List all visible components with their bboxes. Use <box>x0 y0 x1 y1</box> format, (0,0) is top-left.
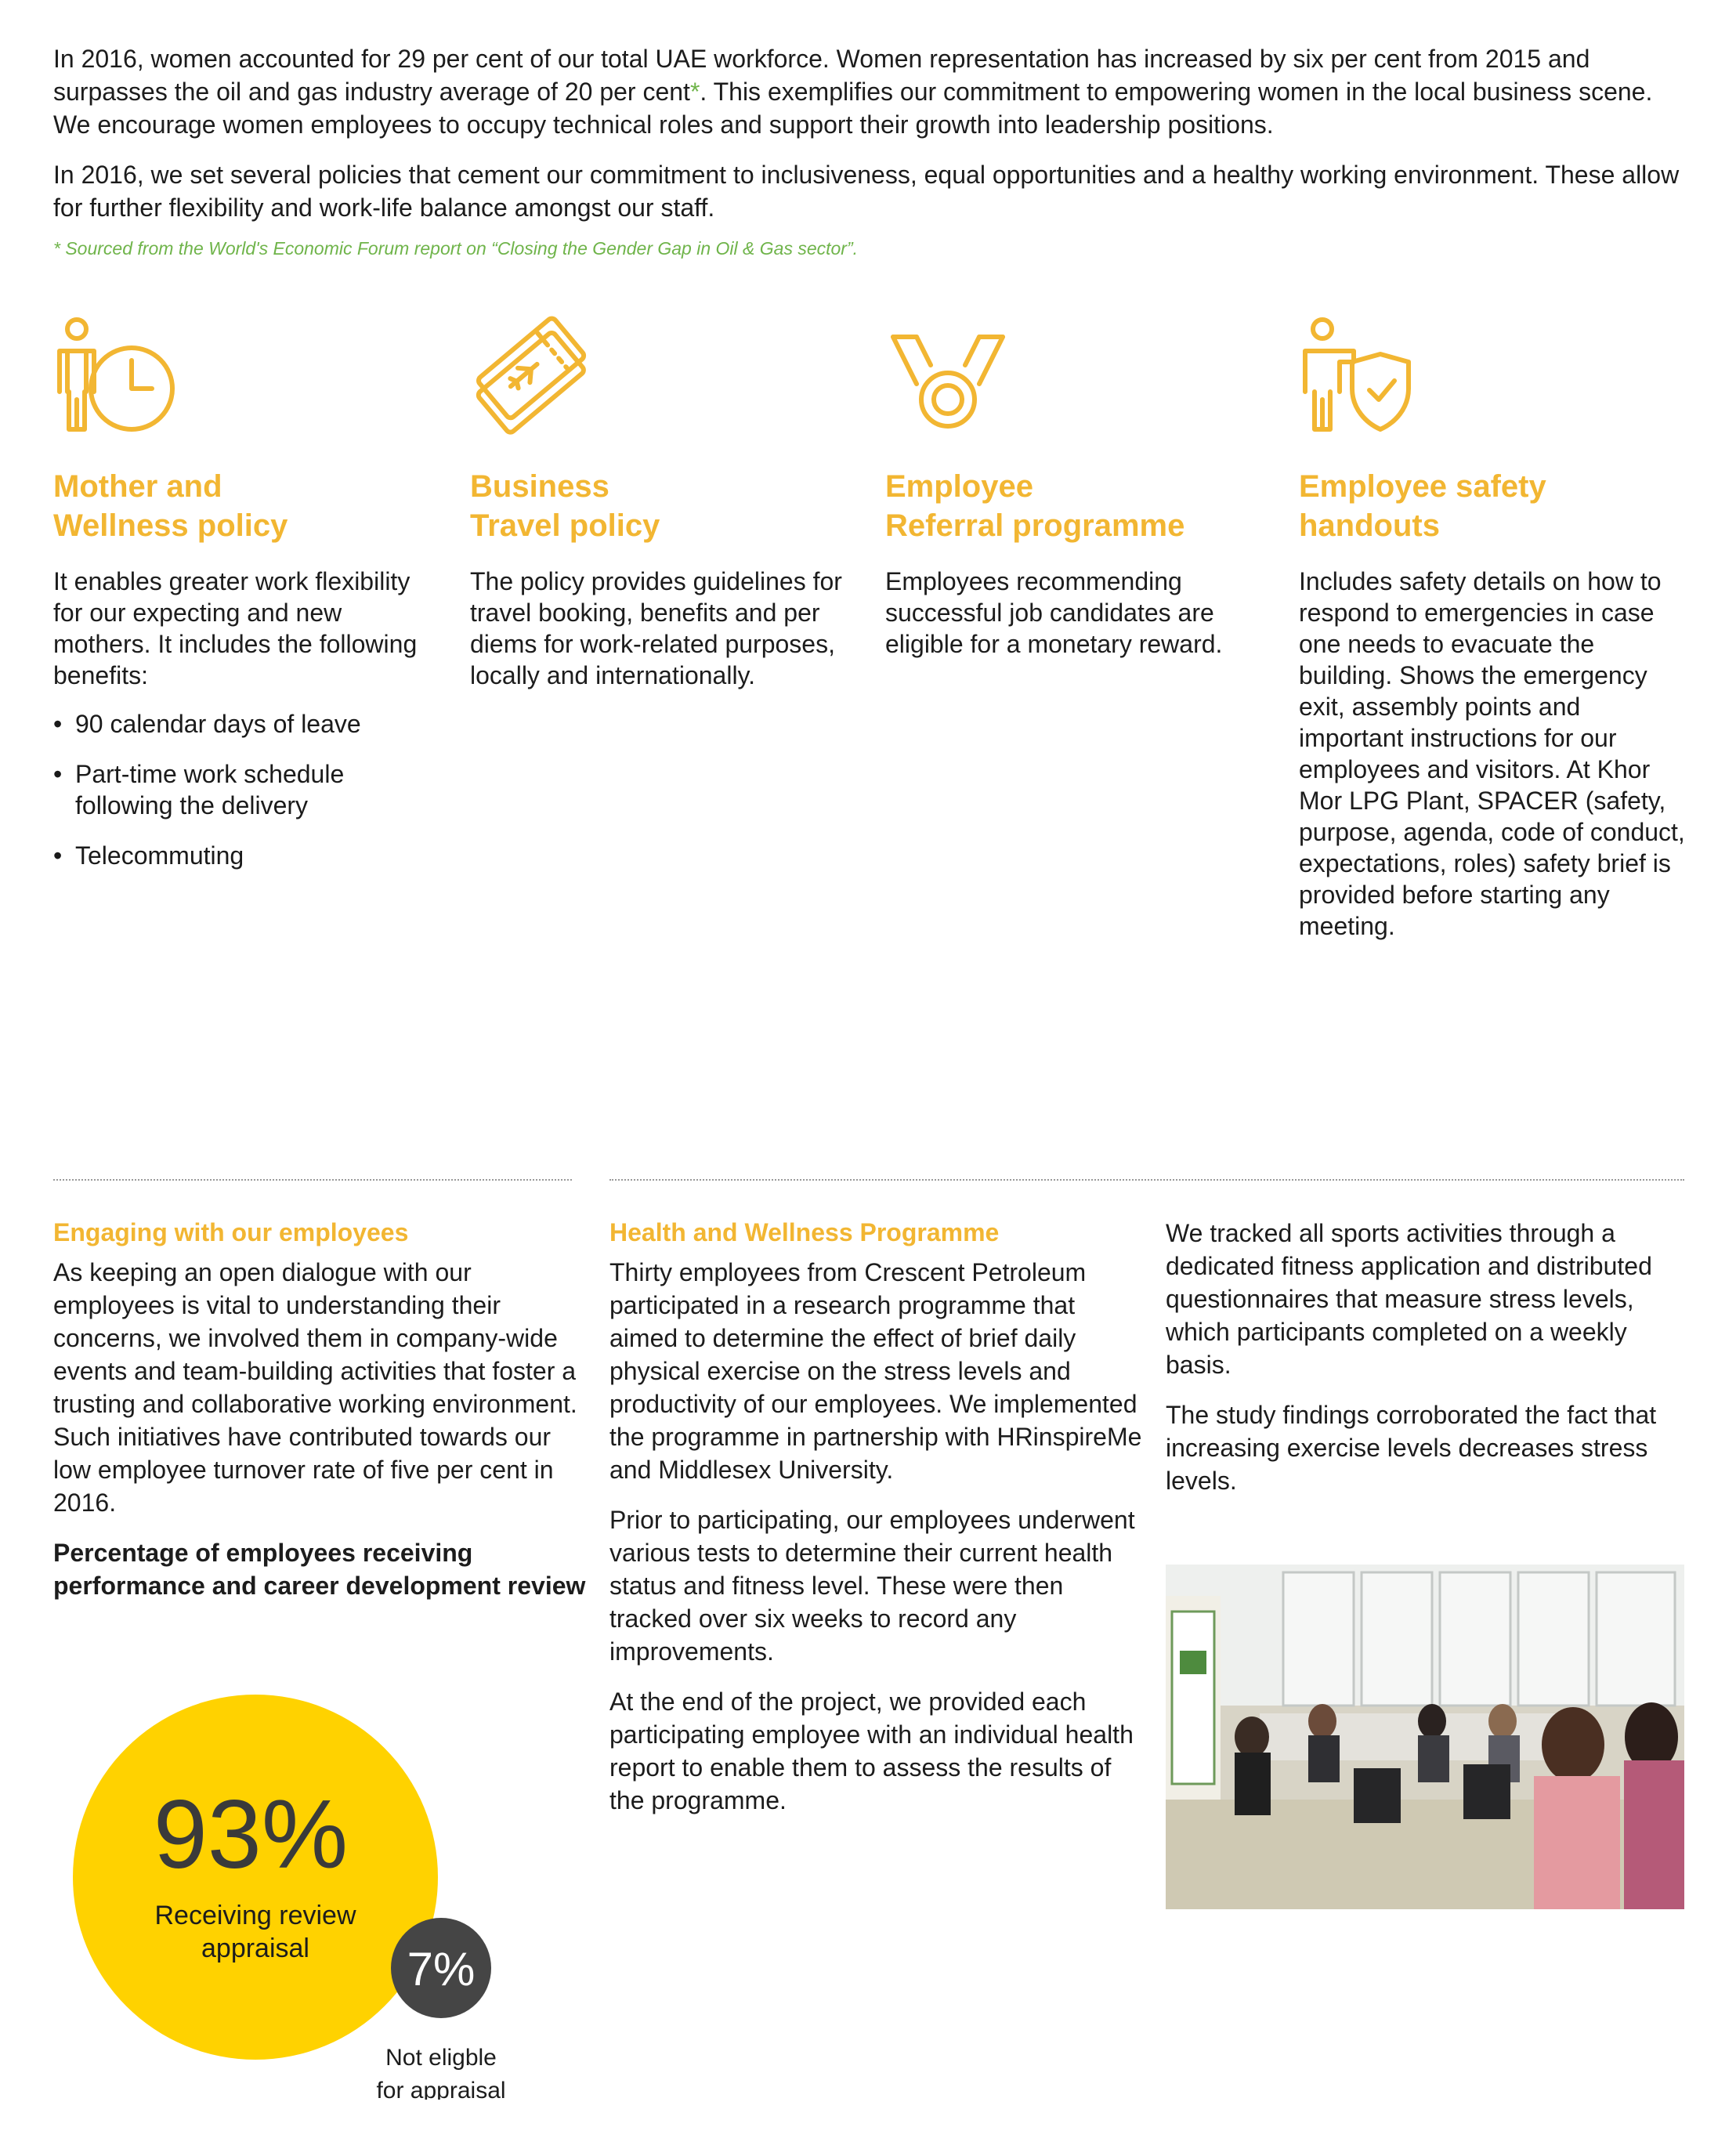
policy-mother-wellness <box>53 313 437 890</box>
health-paragraph-2: Prior to participating, our employees underwent various tests to determine their current health status and fitness level. These were then tracked over six weeks to record any improvements. <box>609 1506 1135 1666</box>
meeting-room-photo <box>1166 1565 1684 1909</box>
health-paragraph-1: Thirty employees from Crescent Petroleum participated in a research programme that aimed to determine the effect of brief daily physical exercise on the stress levels and productivity of our employees. We implemented the programme in partnership with HRinspireMe and Middlesex University. <box>609 1258 1142 1484</box>
policy-title-line-2: Travel policy <box>470 508 660 543</box>
policy-title-line-1: Employee safety <box>1299 469 1546 504</box>
policy-title <box>1299 467 1686 545</box>
engaging-paragraph: As keeping an open dialogue with our employees is vital to understanding their concerns, we involved them in company-wide events and team-building activities that foster a trusting and collaborative working environment. Such initiatives have contributed towards our low employee turnover rate of five per cent in 2016. <box>53 1258 577 1517</box>
policy-title-line-1: Mother and <box>53 469 222 504</box>
policy-employee-referral <box>885 313 1277 660</box>
policy-description: Includes safety details on how to respond to emergencies in case one needs to evacuate the building. Shows the emergency exit, assembly points and important instructions for our employees and visitors. At Khor Mor LPG Plant, SPACER (safety, purpose, agenda, code of conduct, expectations, roles) safety brief is provided before starting any meeting. <box>1299 567 1685 940</box>
policy-title <box>470 467 862 545</box>
policy-title-line-1: Employee <box>885 469 1033 504</box>
policy-business-travel <box>470 313 862 691</box>
policy-title-line-2: Wellness policy <box>53 508 288 543</box>
section-divider <box>609 1179 1684 1181</box>
health-section <box>609 1217 1142 1834</box>
bubble-label-line-2: for appraisal <box>376 2078 506 2100</box>
tracking-section <box>1166 1217 1684 1514</box>
policy-description: The policy provides guidelines for travel booking, benefits and per diems for work-related purposes, locally and internationally. <box>470 567 842 689</box>
intro-p1-text: In 2016, women accounted for 29 per cent of our total UAE workforce. Women representation has increased by six per cent from 2015 and surpasses the oil and gas industry average of 20 per cent <box>53 45 1590 106</box>
intro-p1-end: . This exemplifies our commitment to empowering women in the local business scene. We encourage women employees to occupy technical roles and support their growth into leadership positions. <box>53 78 1653 139</box>
bubble-label-line-1: Receiving review <box>154 1901 356 1930</box>
appraisal-chart <box>53 1692 555 2100</box>
bubble-label-line-1: Not eligble <box>385 2045 497 2071</box>
person-shield-icon <box>1299 313 1424 439</box>
bubble-label-line-2: appraisal <box>201 1934 309 1963</box>
section-title: Health and Wellness Programme <box>609 1218 1000 1246</box>
plane-ticket-icon <box>470 313 595 439</box>
engaging-section <box>53 1217 586 1602</box>
tracking-paragraph-1: We tracked all sports activities through a dedicated fitness application and distributed questionnaires that measure stress levels, which participants completed on a weekly basis. <box>1166 1219 1652 1379</box>
policy-title-line-1: Business <box>470 469 609 504</box>
policy-safety-handouts <box>1299 313 1686 942</box>
chart-title: Percentage of employees receiving performance and career development review <box>53 1539 586 1600</box>
section-divider <box>53 1179 572 1181</box>
footnote-marker: * <box>689 78 700 106</box>
value-label-93: 93% <box>153 1781 349 1889</box>
policy-description: It enables greater work flexibility for our expecting and new mothers. It includes the following benefits: <box>53 567 418 689</box>
policy-title-line-2: Referral programme <box>885 508 1185 543</box>
intro-block <box>53 42 1683 259</box>
policy-description: Employees recommending successful job candidates are eligible for a monetary reward. <box>885 567 1223 658</box>
footnote: * Sourced from the World's Economic Forum report on “Closing the Gender Gap in Oil & Gas sector”. <box>53 238 859 259</box>
appraisal-bubble-chart <box>53 1692 555 2100</box>
benefits-list <box>53 708 437 871</box>
policy-title-line-2: handouts <box>1299 508 1440 543</box>
intro-paragraph-1 <box>53 42 1683 141</box>
section-title: Engaging with our employees <box>53 1218 409 1246</box>
value-label-7: 7% <box>407 1943 476 1995</box>
intro-paragraph-2: In 2016, we set several policies that cement our commitment to inclusiveness, equal opportunities and a healthy working environment. These allow for further flexibility and work-life balance amongst our staff. <box>53 161 1680 222</box>
policy-title <box>885 467 1277 545</box>
list-item: • 90 calendar days of leave <box>53 708 437 740</box>
person-clock-icon <box>53 313 179 439</box>
medal-icon <box>885 313 1011 439</box>
list-item: • Part-time work schedule following the delivery <box>53 758 437 821</box>
tracking-paragraph-2: The study findings corroborated the fact that increasing exercise levels decreases stress levels. <box>1166 1401 1657 1495</box>
policy-title <box>53 467 437 545</box>
list-item: • Telecommuting <box>53 840 437 871</box>
health-paragraph-3: At the end of the project, we provided each participating employee with an individual health report to enable them to assess the results of the programme. <box>609 1688 1134 1814</box>
